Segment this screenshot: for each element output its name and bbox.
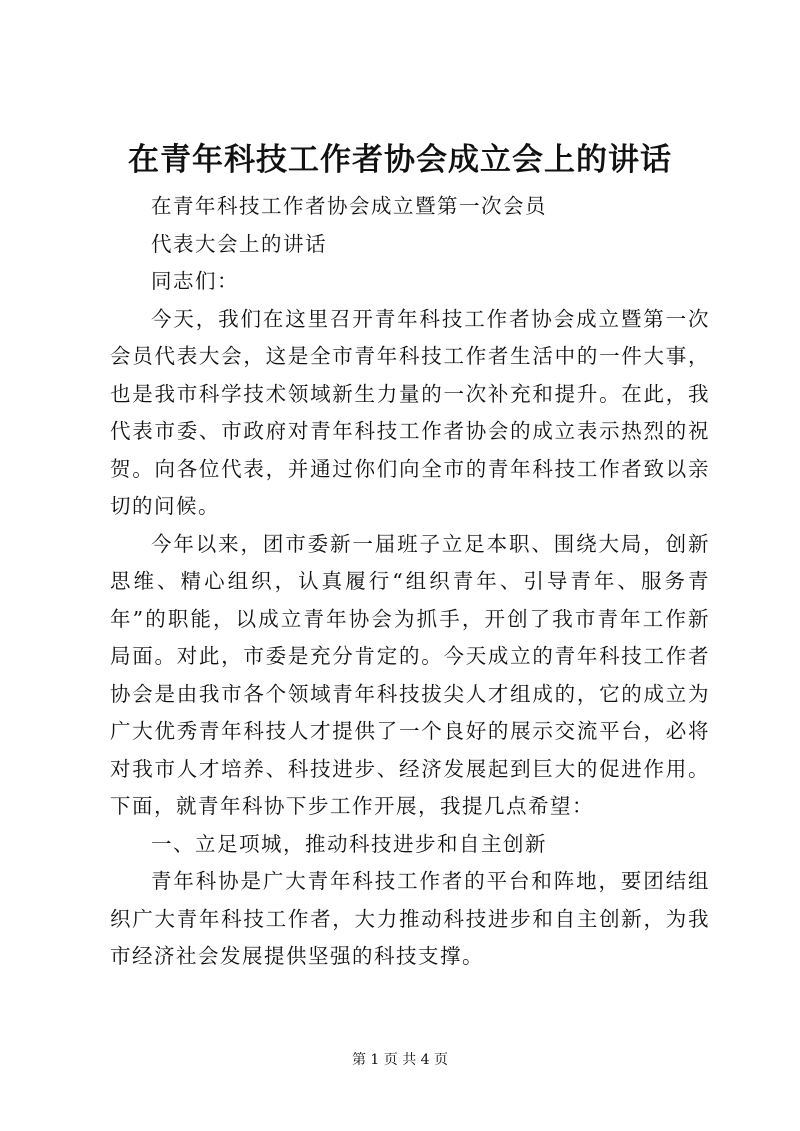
subtitle-line-1: 在青年科技工作者协会成立暨第一次会员 — [151, 194, 547, 218]
salutation: 同志们： — [151, 269, 239, 293]
body-paragraph: 今天，我们在这里召开青年科技工作者协会成立暨第一次会员代表大会，这是全市青年科技工作者生活中的一件大事，也是我市科学技术领域新生力量的一次补充和提升。在此，我代表市委、市政府对青年科技工作者协会的成立表示热烈的祝贺。向各位代表，并通过你们向全市的青年科技工作者致以亲切的问候。 — [110, 306, 710, 518]
section-heading: 一、立足项城，推动科技进步和自主创新 — [151, 831, 547, 856]
body-paragraph: 今年以来，团市委新一届班子立足本职、围绕大局，创新思维、精心组织，认真履行“组织青年、引导青年、服务青年”的职能，以成立青年协会为抓手，开创了我市青年工作新局面。对此，市委是充分肯定的。今天成立的青年科技工作者协会是由我市各个领域青年科技拔尖人才组成的，它的成立为广大优秀青年科技人才提供了一个良好的展示交流平台，必将对我市人才培养、科技进步、经济发展起到巨大的促进作用。下面，就青年科协下步工作开展，我提几点希望： — [110, 531, 710, 818]
document-title: 在青年科技工作者协会成立会上的讲话 — [128, 142, 672, 178]
body-paragraph: 青年科协是广大青年科技工作者的平台和阵地，要团结组织广大青年科技工作者，大力推动科技进步和自主创新，为我市经济社会发展提供坚强的科技支撑。 — [110, 869, 710, 968]
page-footer: 第 1 页 共 4 页 — [351, 1052, 449, 1068]
subtitle-line-2: 代表大会上的讲话 — [151, 231, 327, 256]
document-body — [110, 188, 710, 976]
